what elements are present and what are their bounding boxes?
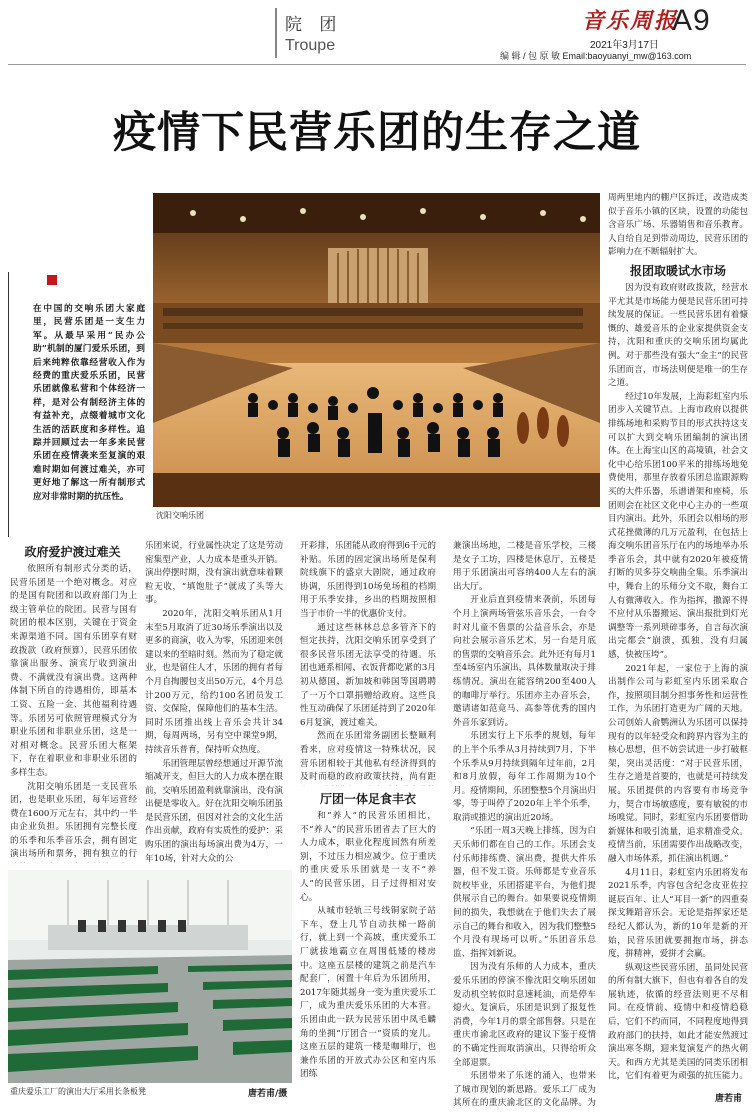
- orchestra-photo: [153, 193, 600, 507]
- body-column-4: [453, 540, 596, 1110]
- lead-text: 在中国的交响乐团大家庭里，民营乐团是一支生力军。从最早采用“民办公助”机制的厦门爱乐乐团，到后来纯粹依靠经营收入作为经费的重庆爱乐乐团，民营乐团就像私营和个体经济一样，是对公有制经济主体的有益补充，点缀着城市文化生活的活跃度和多样性。追踪并回顾过去一年多来民营乐团在疫情袭来至复演的艰难时期如何渡过难关，亦可更好地了解这一所有制形式应对非常时期的抗压性。: [33, 304, 145, 502]
- paragraph: 经过10年发展，上海彩虹室内乐团步入关键节点。上海市政府以提供排练场地和采购节目的形式扶持这支可以扩大到交响乐团编制的演出团体。在上海宝山区的高境镇，社会文化中心给乐团100平米的排练场地免费使用，那里存放着乐团总监跟源购买的大件乐器，乐谱谱架和座椅，乐团则会在社区文化中心主办的一些项目内演出。此外，乐团会以相场的形式花挫微薄的几万元盈利，在包括上海交响乐团音乐厅在内的场地举办乐季音乐会，其中就有2020年被疫情打断的贝多芬交响曲全集。乐季演出中，舞台上的乐师分文不取，舞台工人有微薄收入。作为指挥，撒源不得不应付从乐器搬运、演出报批到灯光调整等一系列琐碎事务，自言每次演出完都会“崩溃，孤独，没有归属感，快被压垮”。: [608, 391, 748, 661]
- paragraph: 和“养人”的民营乐团相比，不“养人”的民营乐团省去了巨大的人力成本，职业化程度回然有所差别，不过压力相应减少。位于重庆的重庆爱乐乐团就是一支不“养人”的民营乐团，日子过得相对安心。: [300, 811, 436, 903]
- photo2-byline: 唐若甫/摄: [248, 1089, 288, 1099]
- paragraph: 从城市轻轨三号线铜家院子站下车，登上几节自动扶梯一路前行，就上到一个高坡，重庆爱乐工厂就拔地霸立在周围低矮的楼房中。这座五层楼的建筑之前是汽车配套厂，闲置十年后为乐团所用，2017年随其摇身一变为重庆爱乐工厂，成为重庆爱乐乐团的大本营。乐团由此一跃为民营乐团中凤毛麟角的坐拥“厅团合一”资质的宠儿。这座五层的建筑一楼是咖啡厅，也兼作乐团的开放式办公区和室内乐团练: [300, 906, 436, 1080]
- subheading-1: 政府爱护渡过难关: [24, 545, 121, 559]
- masthead-logo: 音乐周报: [582, 8, 679, 34]
- page-number: A9: [672, 4, 711, 37]
- photo1-caption: 沈阳交响乐团: [156, 511, 204, 520]
- paragraph: 沈阳交响乐团是一支民营乐团，也是职业乐团，每年运营经费在1600万元左右，其中约一半由企业负担。乐团拥有完整长度的乐季和乐季音乐会，拥有固定演出场所和票务，拥有独立的行: [10, 781, 137, 860]
- header-rule: [8, 64, 746, 65]
- section-divider: [275, 8, 277, 58]
- paragraph: 乐团来说，行业属性决定了这是劳动密集型产业，人力成本是重头开销。演出停摆时期，没有演出就意味着颗粒无收，“填饱肚子”就成了头等大事。: [145, 541, 283, 606]
- paragraph: 开彩排，乐团能从政府得到6千元的补贴。乐团的固定演出场所是保利院线旗下的盛京大剧院，通过政府协调，乐团得到10场免场租的档期用于乐季安排，乡出的档期按照相当于市价一半的优惠价支付。: [300, 541, 436, 619]
- paragraph: 因为没有乐师的人力成本，重庆爱乐乐团的停演不像沈阳交响乐团如发动机空转似时息速耗油，而是停车熄火。复演后，乐团是识到了报复性消费，今年1月的票全部售磬。只是在重庆市渝北区政府的建议下鉴于疫情的不确定性而取消演出，只得给听众全部退票。: [453, 962, 596, 1068]
- subheading-2: 厅团一体足食丰衣: [319, 792, 416, 806]
- paragraph: 依照所有制形式分类的话，民营乐团是一个绝对概念。对应的是国有院团和以政府部门为上级主管单位的院团。民营与国有院团的根本区别，关键在于资金来源渠道不同。国有乐团享有财政拨款（政府预算），民营乐团依靠演出服务、演宾厅收到演出费、不满就没有演出费。这两种体制下所自的待遇相仿，即基本工资、五险一金、其他福利待遇等。乐团另可依照管理模式分为职业乐团和非职业乐团，这是一对相对概念。民营乐团大框架下，存在着职业和非职业乐团的多样生态。: [10, 564, 137, 778]
- section-title-en: Troupe: [285, 37, 336, 54]
- paragraph: 开业后直到疫情来袭前，乐团每个月上演两场管弦乐音乐会，一台令时对儿童不售票的公益音乐会，亦是向社会展示音乐艺术，另一台是月底的售票的交响音乐会。此外还有每月1至4场室内乐演出，具体数量取决于排练情况。演出在能容纳200至400人的咖啡厅举行。乐团亦主办音乐会，邀请诸如范竟马、高参等优秀的国内外音乐家到访。: [453, 595, 596, 728]
- paragraph: 2020年，沈阳交响乐团从1月末至5月取消了近30场乐季演出以及更多的商演，收入为零，乐团迎来创建以来的至暗时刻。然而为了稳定就业，也是留住人才，乐团的拥有者每个月自掏腰包支出50万元，4个月总计200万元，给约100名团员发工资、交保险，保障他们的基本生活。同时乐团推出线上音乐会共计34期，每周两场，另有空中课堂9期，持续音乐普育，保持听众热度。: [145, 608, 283, 755]
- lead-marker: [47, 275, 57, 285]
- hall-benches-photo: [8, 870, 292, 1083]
- editor-line: 编 辑 / 包 原 敏 Email:baoyuanyi_mw@163.com: [500, 51, 692, 61]
- paragraph: 乐团带来了乐迷的涌入，也带来了城市现划的新思路。爱乐工厂成为其所在的重庆渝北区的文化品牌。为: [453, 1071, 596, 1109]
- paragraph: 通过这些林林总总多管齐下的恒定扶持，沈阳交响乐团享受到了很多民营乐团无法享受的待遇。乐团也通系相闻、衣饭背都吃紧的3月初从德国、新加坡和韩国等国聘聘了一万个口罩捐赠给政府。这些良性互动确保了乐团延持到了2020年6月复演，渡过难关。: [300, 622, 436, 728]
- paragraph: 因为没有政府财政拨款，经营水平尤其是市场能力便是民营乐团可持续发展的保证。一些民营乐团有着慷慨的、雄爱音乐的企业家提供资金支持，沈阳和重庆的交响乐团均属此例。对于那些没有强大“金主”的民营乐团而言，市场法则便是唯一的生存之道。: [608, 283, 748, 389]
- paragraph: 然而在乐团常务副团长整颐利看来，应对疫情这一特殊状况，民营乐团相较于其他私有经济得到的及时而稳的政府政策扶持，尚有距: [300, 731, 436, 783]
- paragraph: 2021年起，一家位于上海的演出制作公司与彩虹室内乐团采取合作，按照项目制分担事务性和运营性工作，为乐团打造更为广阔的天地。公司创始人俞鹦洲认为乐团可以保持现有的以年轻受众和跨界内容为主的核心思想，但不妨尝试进一步打破框架，突出灵活度：“对于民营乐团，生存之道是首要的，也就是可持续发展。乐团提供的内容要有市场竞争力，契合市场敏感度，要有敏锐的市场嗅觉。同时，彩虹室内乐团要借助新媒体和吸引流量，追求精准受众。疫情当前，乐团需要作出战略改变，融入市场体系，抓住演出机遇。”: [608, 663, 748, 864]
- body-column-5b: [608, 282, 748, 1082]
- subheading-3: 报团取暖试水市场: [629, 264, 726, 278]
- paragraph: 兼演出场地，二楼是音乐学校，三楼是女子工坊，四楼是休息厅，五楼是用于乐团演出可容纳400人左右的演出大厅。: [453, 541, 596, 592]
- paragraph: 乐团管理层曾经想通过开源节流缩减开支，但巨大的人力成本摆在眼前，交响乐团盈利就靠演出，没有演出便是零收入。好在沈阳交响乐团虽是民营乐团，但因对社会的文化生活作出贡献，政府有实质性的爱护：采购乐团的演出每场演出费为4万，一年10场，针对大众的公: [145, 758, 283, 864]
- paragraph: 纵观这些民营乐团，虽同处民营的所有制大旗下，但也有着各自的发展轨迹，依循的经营法则更不尽相同。在疫情前、疫情中和疫情趋稳后，它们不约而同，不同程度地得到政府部门的扶持，如此才能安然渡过演出寒冬期，迎来复演复产的热火朝天。和西方尤其是美国的同类乐团相比，它们有着更为顽强的抗压能力。: [608, 962, 748, 1082]
- paragraph: 4月11日，彩虹室内乐团将发布2021乐季，内容包含纪念皮亚佐拉诞辰百年、让人“耳目一新”的四重奏探戈舞蹈音乐会。无论是指挥家还是经纪人都认为，新的10年是新的开始，民营乐团就要拥抱市场，拼态度，拼精神，爱拼才会赢。: [608, 867, 748, 960]
- issue-date: 2021年3月17日: [590, 40, 659, 51]
- body-column-5: [608, 192, 748, 260]
- body-column-3: [300, 540, 436, 786]
- section-title-cn: 院 团: [285, 15, 343, 35]
- paragraph: “乐团一周3天晚上排练，因为白天乐师们都在自己的工作。乐团会支付乐师排练费、演出费，提供大件乐器，但不发工资。乐师都是专业音乐院校毕业，乐团搭建平台，为他们提供展示自己的舞台。如果要说疫情期间的损失，我想就在于他们失去了展示自己的舞台和收入，因为我们整整5个月没有现场可以听。”乐团音乐总监、指挥刘新说。: [453, 826, 596, 959]
- body-column-1: [10, 563, 137, 863]
- headline: 疫情下民营乐团的生存之道: [113, 108, 641, 158]
- paragraph: 乐团实行上下乐季的规划，每年的上半个乐季从3月持续到7月，下半个乐季从9月持续到隔年过年前，2月和8月放假，每年工作周期为10个月。疫情期间，乐团整整5个月演出归零，等于叫停了2020年上半个乐季，取消或推迟的演出近20场。: [453, 731, 596, 823]
- paragraph: 周两里地内的棚户区拆迁，改造成类似于音乐小镇的区块，设置的功能包含音乐广场、乐器销售和音乐教育。人自给自足到带动周边，民营乐团的影响力在不断辐射扩大。: [608, 193, 748, 258]
- body-column-3b: [300, 810, 436, 1110]
- photo2-caption: 重庆爱乐工厂的演出大厅采用长条板凳: [10, 1087, 146, 1096]
- author-byline: 唐若甫: [715, 1094, 743, 1104]
- body-column-2: [145, 540, 283, 865]
